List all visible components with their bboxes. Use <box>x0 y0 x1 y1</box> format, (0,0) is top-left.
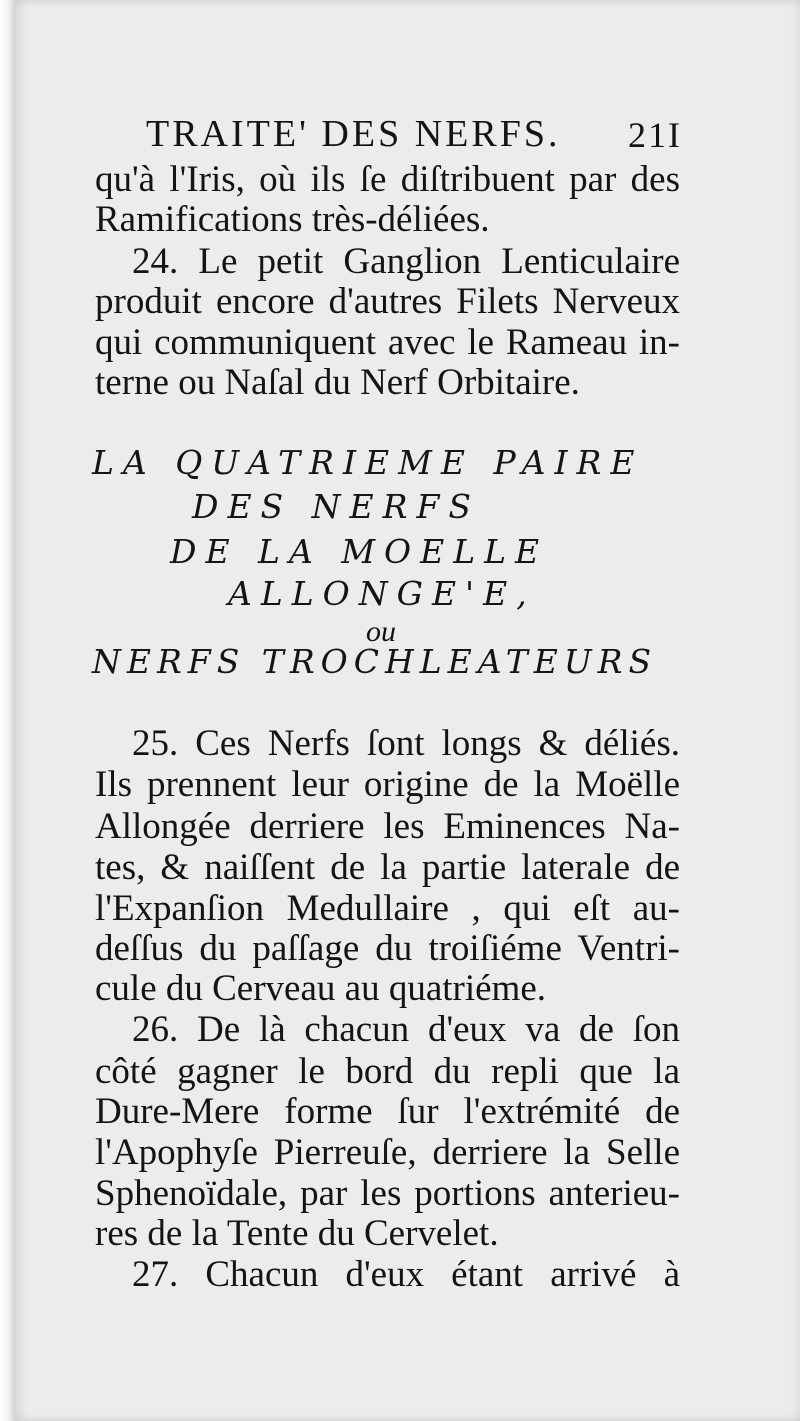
section-heading-line-2: DES NERFS <box>192 487 480 526</box>
text-line: côté gagner le bord du repli que la <box>95 1051 680 1092</box>
page-edge <box>0 0 14 1421</box>
text-line: Sphenoïdale, par les portions anterieu- <box>95 1173 680 1214</box>
section-heading-line-6: NERFS TROCHLEATEURS <box>92 642 658 681</box>
text-line: res de la Tente du Cervelet. <box>95 1213 499 1254</box>
text-line: Allongée derriere les Eminences Na- <box>95 806 680 847</box>
section-heading-line-1: LA QUATRIEME PAIRE <box>92 443 644 482</box>
page-number: 21I <box>628 115 682 155</box>
section-heading-line-3: DE LA MOELLE <box>170 532 549 571</box>
text-line: deſſus du paſſage du troiſiéme Ventri- <box>95 928 680 969</box>
section-heading-line-4: ALLONGE'E, <box>228 574 536 613</box>
running-head-title: TRAITE' DES NERFS. <box>146 113 561 155</box>
text-line: terne ou Naſal du Nerf Orbitaire. <box>95 362 580 403</box>
text-line: produit encore d'autres Filets Nerveux <box>95 281 680 322</box>
text-line: l'Expanſion Medullaire , qui eſt au- <box>95 888 680 929</box>
text-line: Ramifications très-déliées. <box>95 199 490 240</box>
text-line: qui communiquent avec le Rameau in- <box>95 322 680 363</box>
text-line: l'Apophyſe Pierreuſe, derriere la Selle <box>95 1132 680 1173</box>
text-line: cule du Cerveau au quatriéme. <box>95 968 546 1009</box>
text-line: qu'à l'Iris, où ils ſe diſtribuent par des <box>95 159 680 200</box>
text-line: 26. De là chacun d'eux va de ſon <box>132 1009 680 1050</box>
text-line: 27. Chacun d'eux étant arrivé à <box>132 1254 680 1295</box>
text-line: 25. Ces Nerfs ſont longs & déliés. <box>132 723 680 764</box>
text-line: Dure-Mere forme ſur l'extrémité de <box>95 1091 680 1132</box>
text-line: Ils prennent leur origine de la Moëlle <box>95 764 680 805</box>
running-head <box>146 112 686 162</box>
section-heading-or: ou <box>366 615 396 648</box>
text-line: tes, & naiſſent de la partie laterale de <box>95 847 680 888</box>
text-line: 24. Le petit Ganglion Lenticulaire <box>132 241 680 282</box>
